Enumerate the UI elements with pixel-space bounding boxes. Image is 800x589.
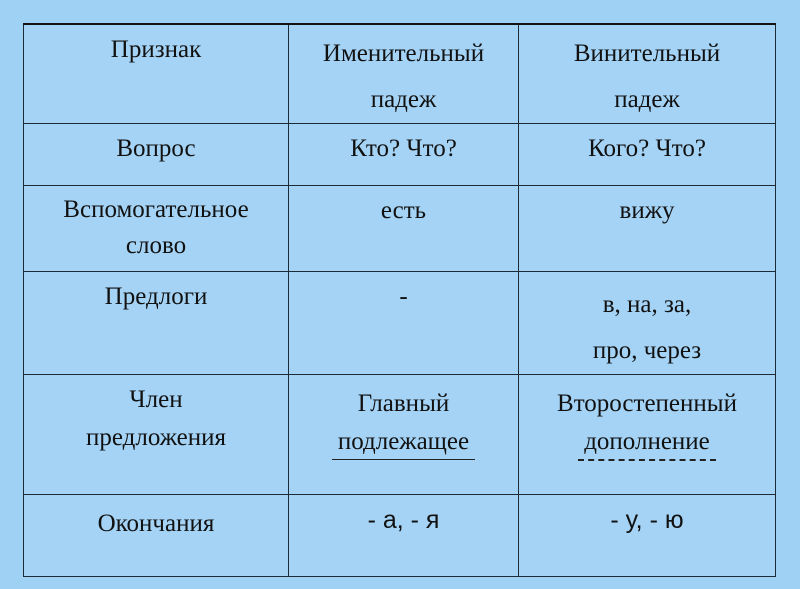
table-row-auxiliary-word bbox=[24, 186, 776, 272]
row-feature-cell bbox=[24, 272, 289, 375]
header-nominative-line1: Именительный bbox=[322, 40, 485, 67]
row-accusative-cell bbox=[519, 186, 776, 272]
table-row-endings bbox=[24, 495, 776, 577]
case-comparison-table bbox=[23, 23, 776, 577]
row-feature-label-line1: Вспомогательное bbox=[63, 196, 249, 223]
row-nominative-cell bbox=[289, 375, 519, 495]
header-cell-nominative bbox=[289, 24, 519, 124]
row-feature-cell bbox=[24, 375, 289, 495]
row-accusative-value: вижу bbox=[619, 197, 675, 224]
row-nominative-cell bbox=[289, 495, 519, 577]
row-nominative-value: - bbox=[399, 283, 408, 310]
table-row-sentence-member bbox=[24, 375, 776, 495]
header-accusative-line2: падеж bbox=[614, 86, 680, 113]
row-feature-label: Вопрос bbox=[116, 135, 196, 162]
row-feature-cell bbox=[24, 186, 289, 272]
row-accusative-value: Кого? Что? bbox=[588, 135, 706, 162]
row-nominative-value-line1: Главный bbox=[357, 390, 450, 417]
row-feature-label: Окончания bbox=[97, 510, 215, 537]
header-cell-feature bbox=[24, 24, 289, 124]
row-feature-label-line2: предложения bbox=[85, 424, 226, 451]
row-feature-cell bbox=[24, 495, 289, 577]
row-nominative-value: есть bbox=[380, 197, 427, 224]
row-feature-label: Предлоги bbox=[104, 283, 208, 310]
row-nominative-value: Кто? Что? bbox=[350, 135, 457, 162]
row-accusative-value-line2: про, через bbox=[592, 337, 702, 364]
row-accusative-cell bbox=[519, 124, 776, 186]
header-nominative-line2: падеж bbox=[370, 86, 437, 113]
row-feature-label-line2: слово bbox=[125, 232, 187, 259]
row-nominative-value: - а, - я bbox=[367, 506, 440, 534]
table-row-prepositions bbox=[24, 272, 776, 375]
row-accusative-value: - у, - ю bbox=[610, 506, 684, 534]
row-accusative-cell bbox=[519, 495, 776, 577]
row-accusative-cell bbox=[519, 272, 776, 375]
row-nominative-cell bbox=[289, 124, 519, 186]
header-cell-accusative bbox=[519, 24, 776, 124]
subject-underlined-term: подлежащее bbox=[332, 425, 475, 460]
row-feature-label-line1: Член bbox=[129, 386, 183, 413]
row-accusative-value-line1: Второстепенный bbox=[557, 390, 737, 417]
table-row-question bbox=[24, 124, 776, 186]
object-underlined-term: дополнение bbox=[578, 425, 716, 461]
header-feature-label: Признак bbox=[110, 36, 202, 63]
row-nominative-cell bbox=[289, 186, 519, 272]
row-accusative-value-line1: в, на, за, bbox=[602, 291, 692, 318]
row-accusative-cell bbox=[519, 375, 776, 495]
header-accusative-line1: Винительный bbox=[573, 40, 721, 67]
table-header-row bbox=[24, 24, 776, 124]
row-nominative-cell bbox=[289, 272, 519, 375]
row-feature-cell bbox=[24, 124, 289, 186]
